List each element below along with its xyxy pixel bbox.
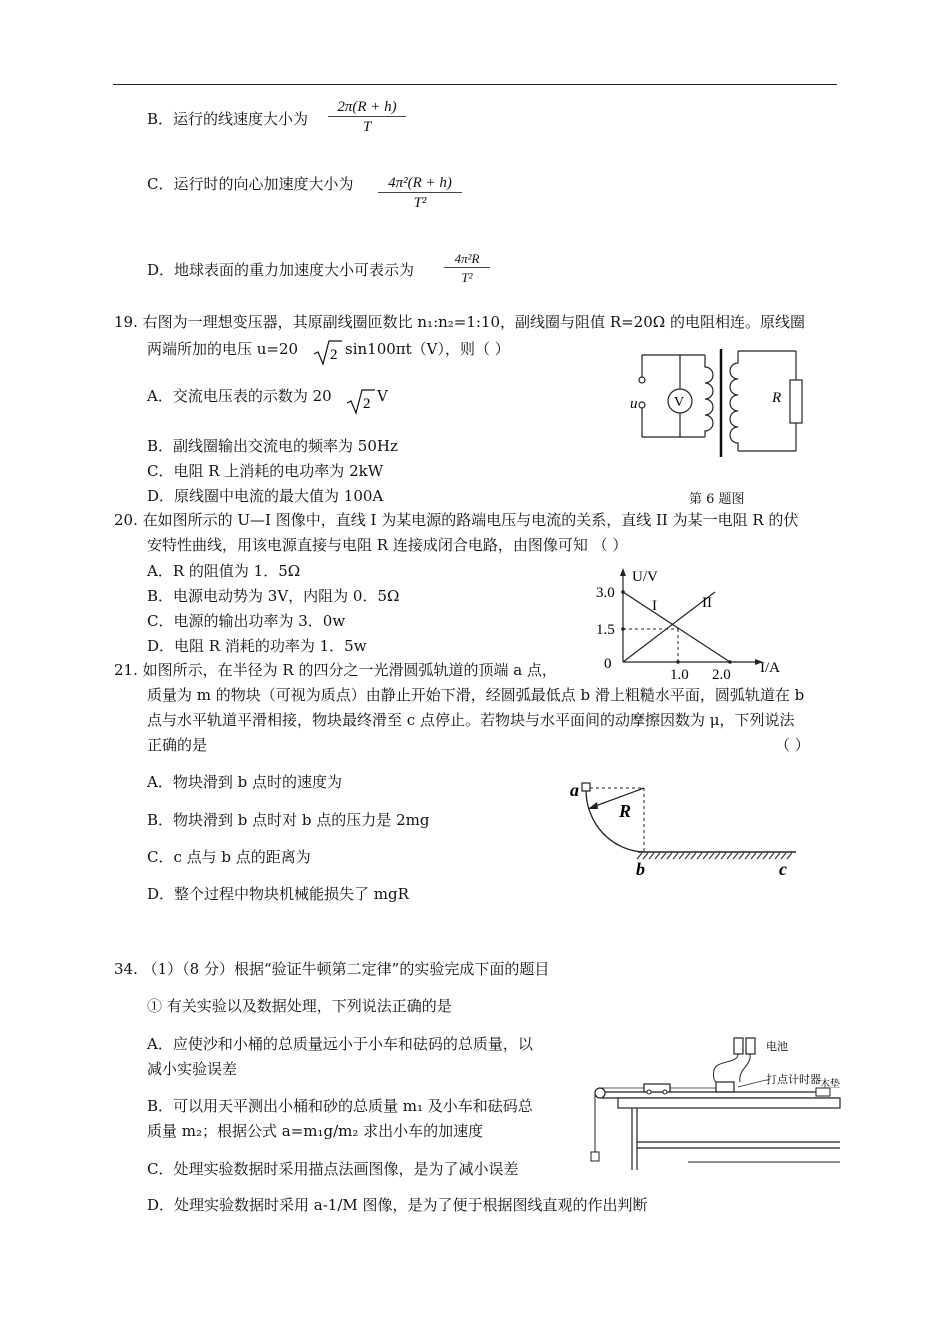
q21-option-c: C．c 点与 b 点的距离为 xyxy=(147,848,311,866)
q34-subquestion: ① 有关实验以及数据处理，下列说法正确的是 xyxy=(147,997,452,1015)
point-c-label: c xyxy=(779,859,787,879)
svg-text:2: 2 xyxy=(363,396,371,412)
q18-b-numerator: 2π(R + h) xyxy=(328,99,406,117)
apparatus-figure xyxy=(588,1030,843,1175)
resistor-icon xyxy=(790,380,802,423)
q18-option-d: D．地球表面的重力加速度大小可表示为 xyxy=(147,261,415,279)
q18-d-fraction xyxy=(444,251,490,286)
q19-option-b: B．副线圈输出交流电的频率为 50Hz xyxy=(147,437,398,455)
bucket-icon xyxy=(591,1152,599,1161)
q18-option-b: B．运行的线速度大小为 xyxy=(147,110,309,128)
q34-option-b-line1: B．可以用天平测出小桶和砂的总质量 m₁ 及小车和砝码总 xyxy=(147,1097,533,1115)
y-tick-1-5: 1.5 xyxy=(596,622,615,638)
q20-stem-line2: 安特性曲线，用该电源直接与电阻 R 连接成闭合电路，由图像可知 （ ） xyxy=(147,536,628,554)
q19-option-d: D．原线圈中电流的最大值为 100A xyxy=(147,487,384,505)
transformer-figure xyxy=(620,345,820,465)
wood-block-label: 木垫 xyxy=(820,1079,840,1090)
q18-c-numerator: 4π²(R + h) xyxy=(378,175,462,193)
q19-a-sqrt-symbol xyxy=(345,385,375,415)
q18-c-denominator: T² xyxy=(413,195,427,211)
line-i xyxy=(623,592,730,662)
voltmeter-label: V xyxy=(674,395,685,410)
q21-option-d: D．整个过程中物块机械能损失了 mgR xyxy=(147,885,409,903)
q19-figure-caption: 第 6 题图 xyxy=(689,492,745,507)
radius-label: R xyxy=(619,801,632,821)
q20-option-c: C．电源的输出功率为 3．0w xyxy=(147,612,346,630)
q21-option-a: A．物块滑到 b 点时的速度为 xyxy=(147,773,342,791)
q34-option-b-line2: 质量 m₂；根据公式 a=m₁g/m₂ 求出小车的加速度 xyxy=(147,1122,484,1140)
y-axis-label: U/V xyxy=(632,569,658,585)
line-ii-label: II xyxy=(702,595,712,611)
q34-option-a-line2: 减小实验误差 xyxy=(147,1060,238,1078)
point-b-label: b xyxy=(636,859,645,879)
q21-stem-line2: 质量为 m 的物块（可视为质点）由静止开始下滑，经圆弧最低点 b 滑上粗糙水平面，圆弧轨道在 b xyxy=(147,686,805,704)
q34-option-d: D．处理实验数据时采用 a-1/M 图像，是为了便于根据图线直观的作出判断 xyxy=(147,1196,648,1214)
block-icon xyxy=(582,783,590,791)
q19-stem-line2b: sin100πt（V），则（ ） xyxy=(345,340,510,358)
q19-option-c: C．电阻 R 上消耗的电功率为 2kW xyxy=(147,462,384,480)
battery-icon xyxy=(734,1038,743,1054)
x-axis-label: I/A xyxy=(760,660,780,676)
arc-track-figure xyxy=(568,778,808,883)
timer-label: 打点计时器 xyxy=(766,1074,821,1086)
q18-b-denominator: T xyxy=(362,119,372,135)
q20-option-a: A．R 的阻值为 1．5Ω xyxy=(147,562,301,580)
y-tick-0: 0 xyxy=(604,656,612,672)
pulley-icon xyxy=(595,1088,605,1098)
q19-stem-line2a: 两端所加的电压 u=20 xyxy=(147,340,299,358)
y-tick-3: 3.0 xyxy=(596,585,615,601)
q21-option-b: B．物块滑到 b 点时对 b 点的压力是 2mg xyxy=(147,811,430,829)
svg-text:2: 2 xyxy=(330,347,338,363)
table-top xyxy=(618,1098,840,1108)
q18-c-fraction xyxy=(378,175,462,212)
point-a-label: a xyxy=(570,780,579,800)
q20-option-d: D．电阻 R 消耗的功率为 1．5w xyxy=(147,637,367,655)
q18-option-c: C．运行时的向心加速度大小为 xyxy=(147,175,354,193)
q20-option-b: B．电源电动势为 3V，内阻为 0．5Ω xyxy=(147,587,400,605)
q18-d-numerator: 4π²R xyxy=(444,251,490,268)
line-i-label: I xyxy=(652,598,657,614)
q18-d-denominator: T² xyxy=(461,270,473,285)
q34-stem: 34. （1）（8 分）根据“验证牛顿第二定律”的实验完成下面的题目 xyxy=(114,960,550,978)
q19-option-a-unit: V xyxy=(377,387,388,405)
secondary-coil xyxy=(730,351,738,451)
q21-stem-line4: 正确的是 xyxy=(147,736,208,754)
figure-label-u: u xyxy=(630,396,638,412)
q34-option-a-line1: A．应使沙和小桶的总质量远小于小车和砝码的总质量，以 xyxy=(147,1035,533,1053)
q21-stem-line3: 点与水平轨道平滑相接，物块最终滑至 c 点停止。若物块与水平面间的动摩擦因数为 μ，下列说法 xyxy=(147,711,795,729)
timer-icon xyxy=(716,1082,734,1092)
battery-label: 电池 xyxy=(766,1041,788,1053)
x-tick-2: 2.0 xyxy=(712,667,731,683)
q19-option-a: A．交流电压表的示数为 20 xyxy=(147,387,332,405)
q20-stem-line1: 20. 在如图所示的 U—I 图像中，直线 I 为某电源的路端电压与电流的关系，直线 II 为某一电阻 R 的伏 xyxy=(114,511,799,529)
figure-label-r: R xyxy=(772,390,782,406)
q19-sqrt-symbol xyxy=(312,338,342,366)
ground-hatching xyxy=(637,853,792,859)
header-rule xyxy=(113,84,837,85)
q21-answer-paren: （ ） xyxy=(775,736,810,754)
q34-option-c: C．处理实验数据时采用描点法画图像，是为了减小误差 xyxy=(147,1160,519,1178)
ui-graph xyxy=(590,565,790,685)
q18-b-fraction xyxy=(328,99,406,136)
x-tick-1: 1.0 xyxy=(670,667,689,683)
primary-coil xyxy=(705,355,713,437)
q21-stem-line1: 21. 如图所示，在半径为 R 的四分之一光滑圆弧轨道的顶端 a 点， xyxy=(114,661,557,679)
q19-stem-line1: 19. 右图为一理想变压器，其原副线圈匝数比 n₁:n₂=1:10，副线圈与阻值 R=20Ω 的电阻相连。原线圈 xyxy=(114,313,805,331)
